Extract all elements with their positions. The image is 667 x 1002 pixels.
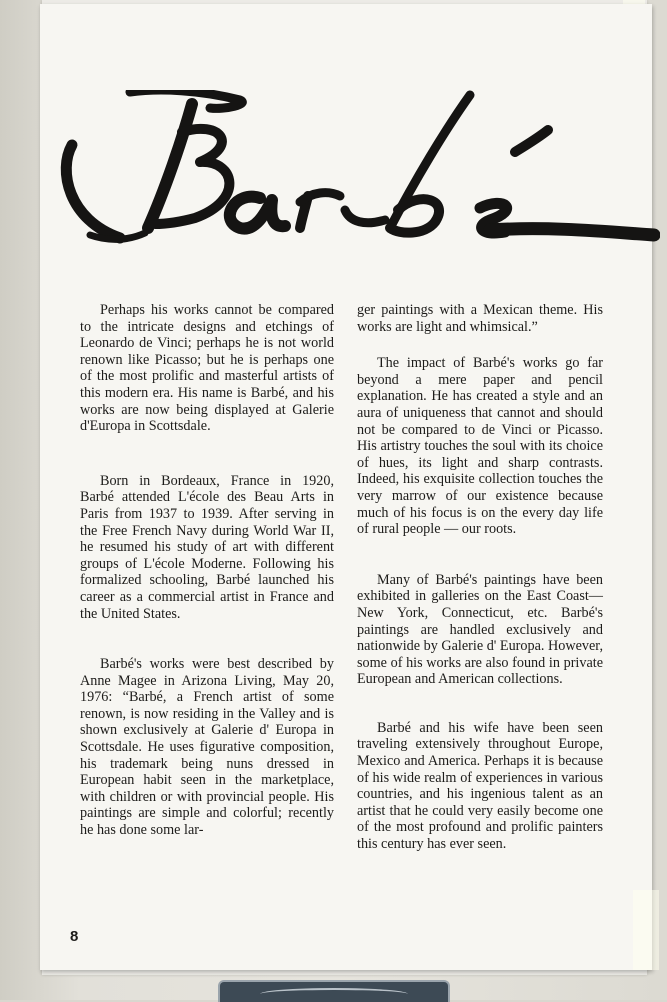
paragraph-biography: Born in Bordeaux, France in 1920, Barbé attended L'école des Beau Arts in Paris from 1937 to 1939. After serving in the Free French Navy during World War II, he resumed his study of art with different groups of L'école Moderne. Following his formalized schooling, Barbé launched his career as a commercial artist in France and the United States.	[80, 472, 334, 622]
frame-ornament	[218, 980, 450, 1002]
brush-title-barbe	[50, 90, 660, 250]
left-column	[80, 302, 334, 839]
paragraph-impact: The impact of Barbé's works go far beyond a mere paper and pencil explanation. He has created a style and an aura of uniqueness that cannot and should not be compared to de Vinci or Picasso. His artistry touches the soul with its choice of hues, its light and sharp contrasts. Indeed, his exquisite collection touches the very marrow of our existence because much of his focus is on the every day life of rural people — our roots.	[357, 355, 603, 538]
paragraph-travels: Barbé and his wife have been seen traveling extensively throughout Europe, Mexico and America. Perhaps it is because of his wide realm of experiences in various countries, and his ingenious talent as an artist that he could very easily become one of the most profound and prolific painters this century has ever seen.	[357, 719, 603, 853]
paragraph-quote-continued: ger paintings with a Mexican theme. His works are light and whimsical.”	[357, 302, 603, 335]
page-number: 8	[70, 928, 79, 945]
paragraph-exhibitions: Many of Barbé's paintings have been exhibited in galleries on the East Coast—New York, Connecticut, etc. Barbé's paintings are handled exclusively and nationwide by Galerie d' Europa. However, some of his works are also found in private European and American collections.	[357, 571, 603, 688]
tape-strip-lower	[633, 890, 659, 970]
right-column	[357, 302, 603, 853]
paragraph-intro: Perhaps his works cannot be compared to the intricate designs and etchings of Leonardo de Vinci; perhaps he is not world renown like Picasso; but he is perhaps one of the most prolific and masterful artists of this modern era. His name is Barbé, and his works are now being displayed at Galerie d'Europa in Scottsdale.	[80, 302, 334, 435]
brush-title-artwork	[50, 90, 660, 250]
paragraph-quote: Barbé's works were best described by Anne Magee in Arizona Living, May 20, 1976: “Barbé, a French artist of some renown, is now residing in the Valley and is shown exclusively at Galerie d' Europa in Scottsdale. He uses figurative composition, his trademark being nuns dressed in European habit seen in the marketplace, with children or with provincial people. His paintings are simple and colorful; recently he has done some lar-	[80, 656, 334, 839]
